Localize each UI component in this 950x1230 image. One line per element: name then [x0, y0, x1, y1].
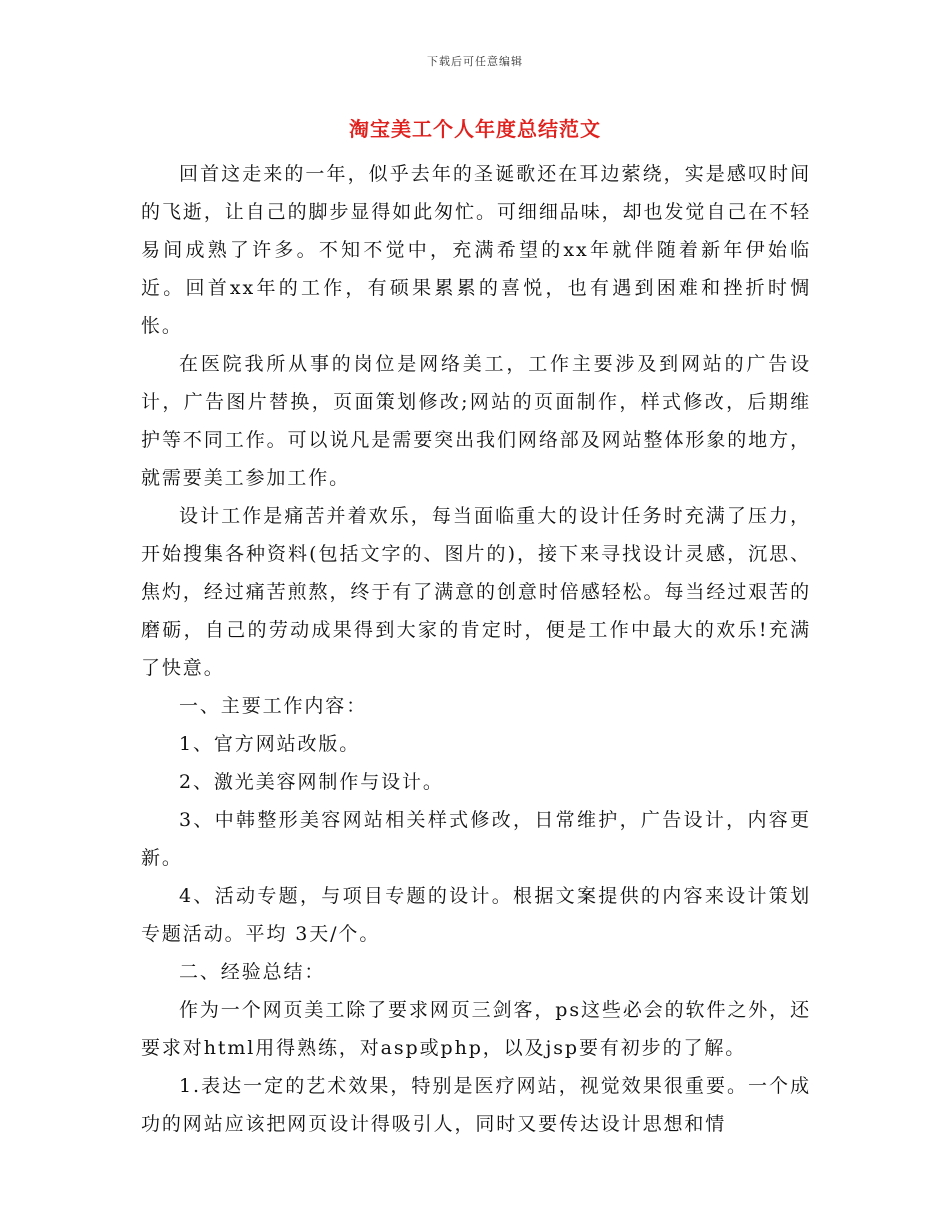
list-item: 4、活动专题，与项目专题的设计。根据文案提供的内容来设计策划专题活动。平均 3天/个。 [141, 885, 811, 945]
section-heading: 一、主要工作内容： [179, 695, 368, 717]
section-heading: 二、经验总结： [179, 961, 326, 983]
body-paragraph: 回首这走来的一年，似乎去年的圣诞歌还在耳边萦绕，实是感叹时间的飞逝，让自己的脚步显得如此匆忙。可细细品味，却也发觉自己在不轻易间成熟了许多。不知不觉中，充满希望的xx年就伴随着新年伊始临近。回首xx年的工作，有硕果累累的喜悦，也有遇到困难和挫折时惆怅。 [141, 163, 811, 337]
header-note: 下载后可任意编辑 [427, 55, 523, 68]
document-body [141, 155, 811, 1143]
list-item: 1、官方网站改版。 [179, 733, 361, 755]
body-paragraph: 1.表达一定的艺术效果，特别是医疗网站，视觉效果很重要。一个成功的网站应该把网页设计得吸引人，同时又要传达设计思想和情 [141, 1075, 811, 1135]
list-item: 3、中韩整形美容网站相关样式修改，日常维护，广告设计，内容更新。 [141, 809, 811, 869]
list-item: 2、激光美容网制作与设计。 [179, 771, 444, 793]
body-paragraph: 在医院我所从事的岗位是网络美工，工作主要涉及到网站的广告设计，广告图片替换，页面策划修改;网站的页面制作，样式修改，后期维护等不同工作。可以说凡是需要突出我们网络部及网站整体形象的地方，就需要美工参加工作。 [141, 353, 811, 489]
body-paragraph: 设计工作是痛苦并着欢乐，每当面临重大的设计任务时充满了压力，开始搜集各种资料(包括文字的、图片的)，接下来寻找设计灵感，沉思、焦灼，经过痛苦煎熬，终于有了满意的创意时倍感轻松。每当经过艰苦的磨砺，自己的劳动成果得到大家的肯定时，便是工作中最大的欢乐!充满了快意。 [141, 505, 811, 679]
body-paragraph: 作为一个网页美工除了要求网页三剑客，ps这些必会的软件之外，还要求对html用得熟练，对asp或php，以及jsp要有初步的了解。 [141, 999, 811, 1059]
document-title: 淘宝美工个人年度总结范文 [349, 117, 601, 141]
